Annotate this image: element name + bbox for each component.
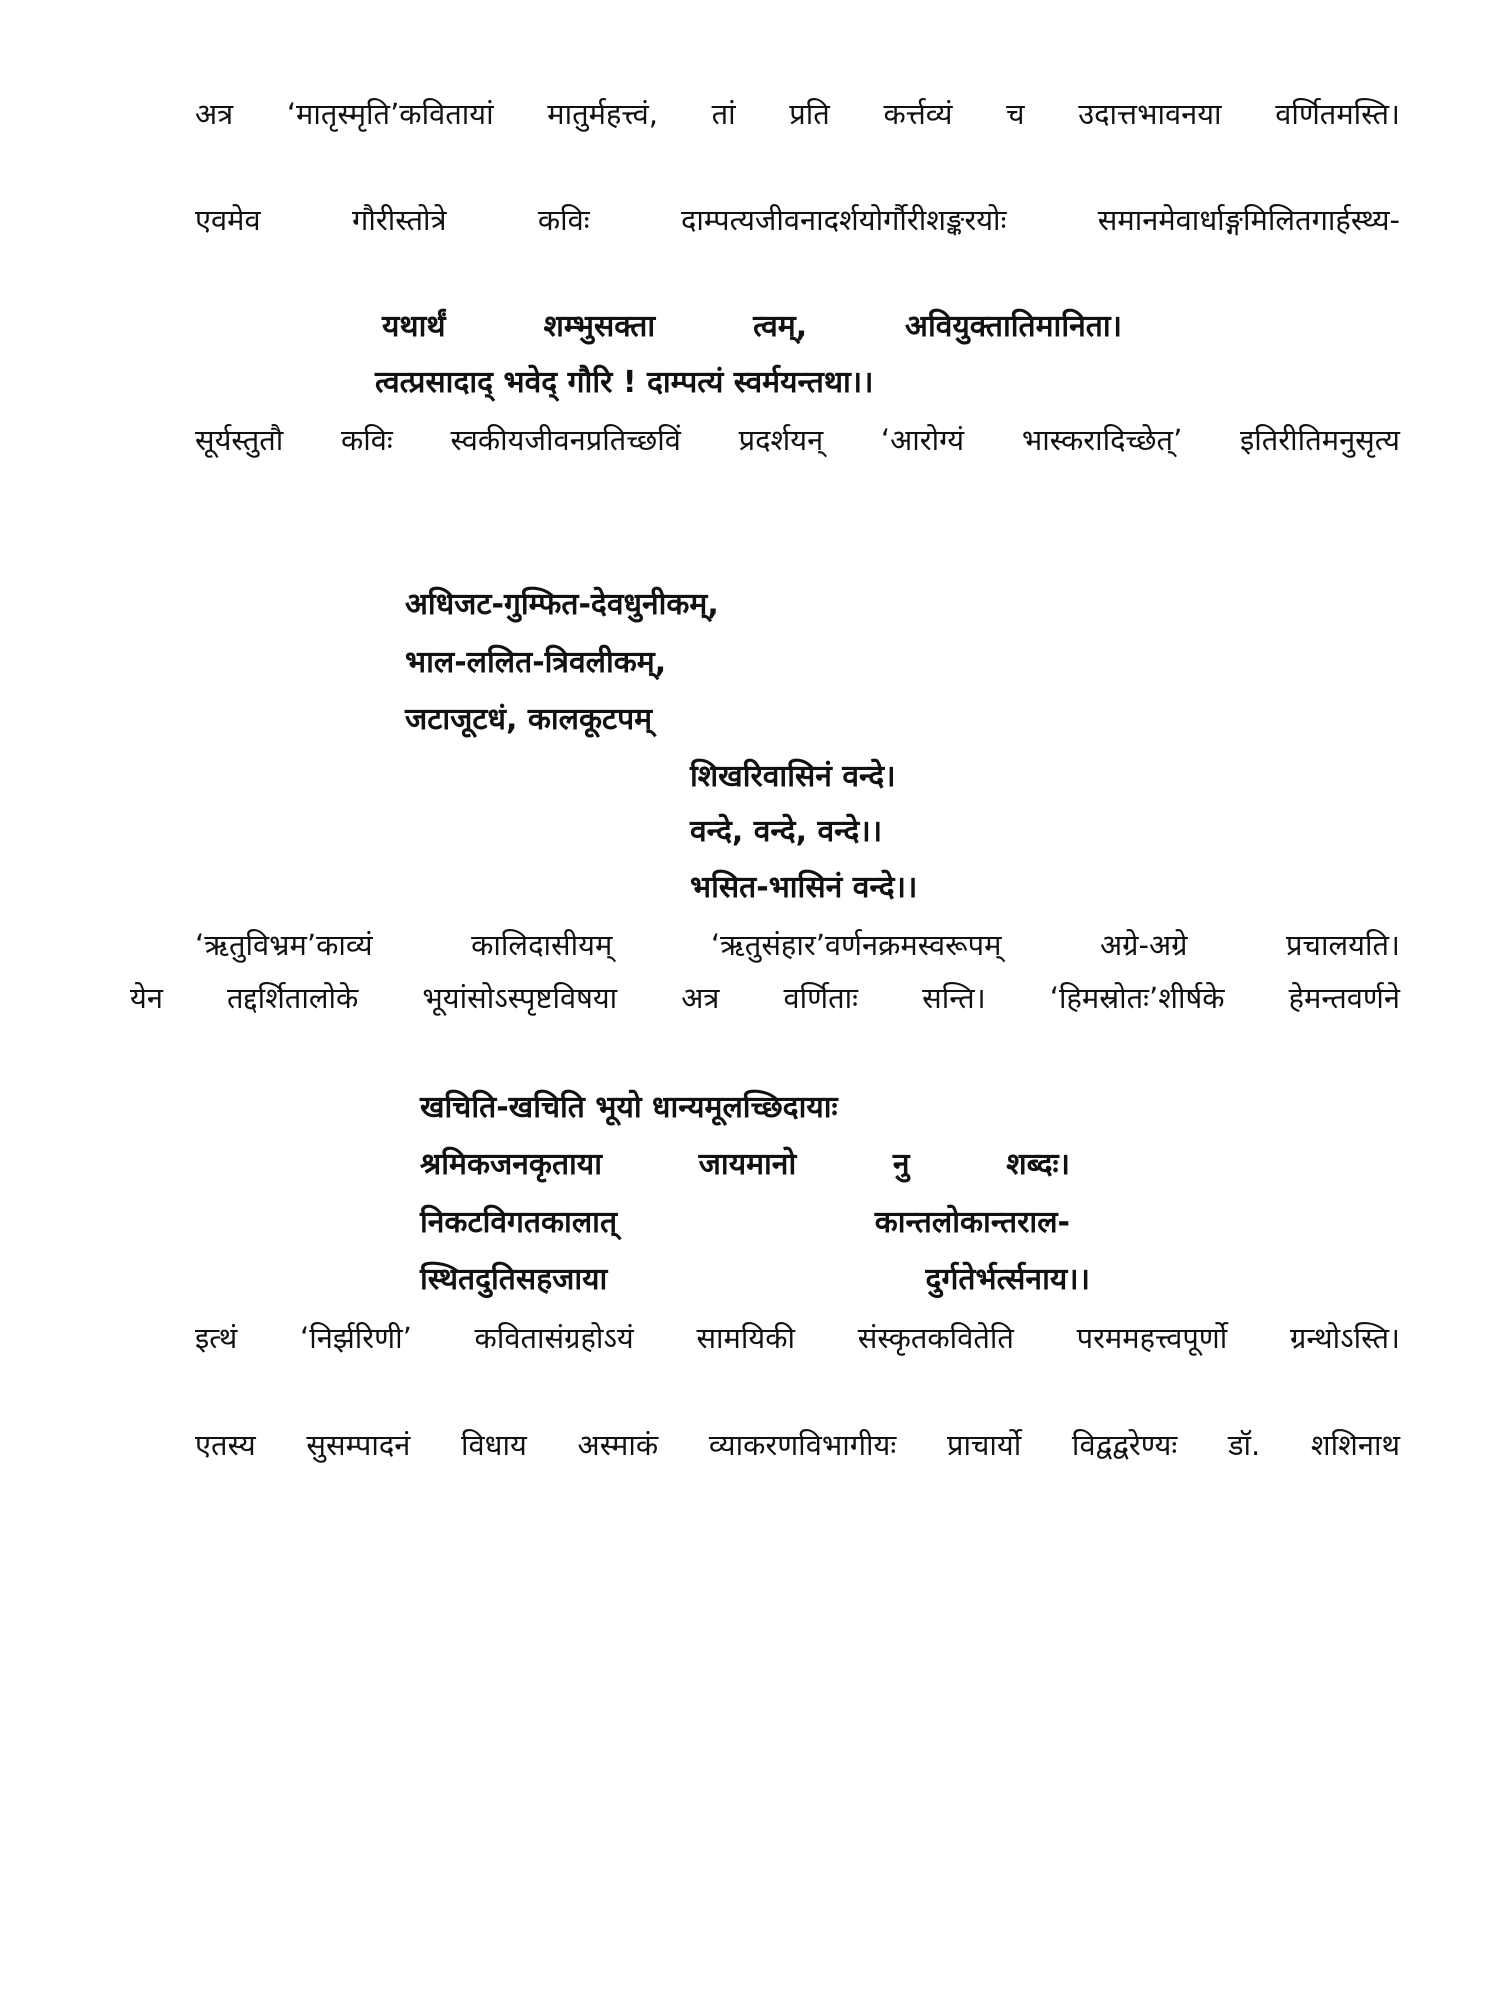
paragraph-line-2 xyxy=(130,142,1440,182)
paragraph-line-14 xyxy=(130,1478,1440,1518)
verse-line-5: जटाजूटधं, कालकूटपम् xyxy=(405,702,653,737)
paragraph-line-8: ‘ऋतुविभ्रम’काव्यं कालिदासीयम् ‘ऋतुसंहार’वर्णनक्रमस्वरूपम् अग्रे-अग्रे प्रचालयति। xyxy=(195,928,1400,962)
paragraph-line-13: एतस्य सुसम्पादनं विधाय अस्माकं व्याकरणविभागीयः प्राचार्यो विद्वद्वरेण्यः डॉ. शशिनाथ xyxy=(195,1428,1400,1462)
verse-line-3: अधिजट-गुम्फित-देवधुनीकम्, xyxy=(405,587,719,622)
closing-line xyxy=(195,1583,1500,1623)
verse-line-6: शिखरिवासिनं वन्दे। xyxy=(690,759,896,794)
paragraph-line-7 xyxy=(195,525,1500,565)
paragraph-line-4 xyxy=(130,250,1440,290)
paragraph-line-5: सूर्यस्तुतौ कविः स्वकीयजीवनप्रतिच्छविं प्रदर्शयन् ‘आरोग्यं भास्करादिच्छेत्’ इतिरीतिमनुसृत्य xyxy=(195,423,1400,457)
paragraph-line-10 xyxy=(130,1030,1440,1070)
paragraph-line-15 xyxy=(195,1530,1500,1570)
verse-line-8: भसित-भासिनं वन्दे।। xyxy=(690,870,918,905)
paragraph-line-6 xyxy=(130,470,1440,510)
verse-line-9: खचिति-खचिति भूयो धान्यमूलच्छिदायाः xyxy=(420,1090,838,1125)
verse-line-11: निकटविगतकालात् कान्तलोकान्तराल- xyxy=(420,1205,1070,1240)
paragraph-line-9: येन तद्दर्शितालोके भूयांसोऽस्पृष्टविषया अत्र वर्णिताः सन्ति। ‘हिमस्रोतः’शीर्षके हेमन्तवर्णने xyxy=(130,981,1400,1015)
paragraph-line-11: इत्थं ‘निर्झरिणी’ कवितासंग्रहोऽयं सामयिकी संस्कृतकवितेति परममहत्त्वपूर्णो ग्रन्थोऽस्ति। xyxy=(195,1321,1400,1355)
paragraph-line-1: अत्र ‘मातृस्मृति’कवितायां मातुर्महत्त्वं, तां प्रति कर्त्तव्यं च उदात्तभावनया वर्णितमस्ति। xyxy=(195,97,1400,131)
verse-line-10: श्रमिकजनकृताया जायमानो नु शब्दः। xyxy=(420,1147,1070,1182)
verse-line-7: वन्दे, वन्दे, वन्दे।। xyxy=(690,814,883,849)
paragraph-line-12 xyxy=(130,1370,1440,1410)
verse-line-4: भाल-ललित-त्रिवलीकम्, xyxy=(405,645,667,680)
verse-line-12: स्थितदुतिसहजाया दुर्गतेर्भर्त्सनाय।। xyxy=(420,1262,1090,1297)
paragraph-line-3: एवमेव गौरीस्तोत्रे कविः दाम्पत्यजीवनादर्शयोर्गौरीशङ्करयोः समानमेवार्धाङ्गमिलितगार्हस्थ्य- xyxy=(195,203,1400,237)
verse-line-1: यथार्थं शम्भुसक्ता त्वम्, अवियुक्तातिमानिता। xyxy=(382,309,1122,344)
verse-line-2: त्वत्प्रसादाद् भवेद् गौरि ! दाम्पत्यं स्वर्मयन्तथा।। xyxy=(375,365,874,400)
